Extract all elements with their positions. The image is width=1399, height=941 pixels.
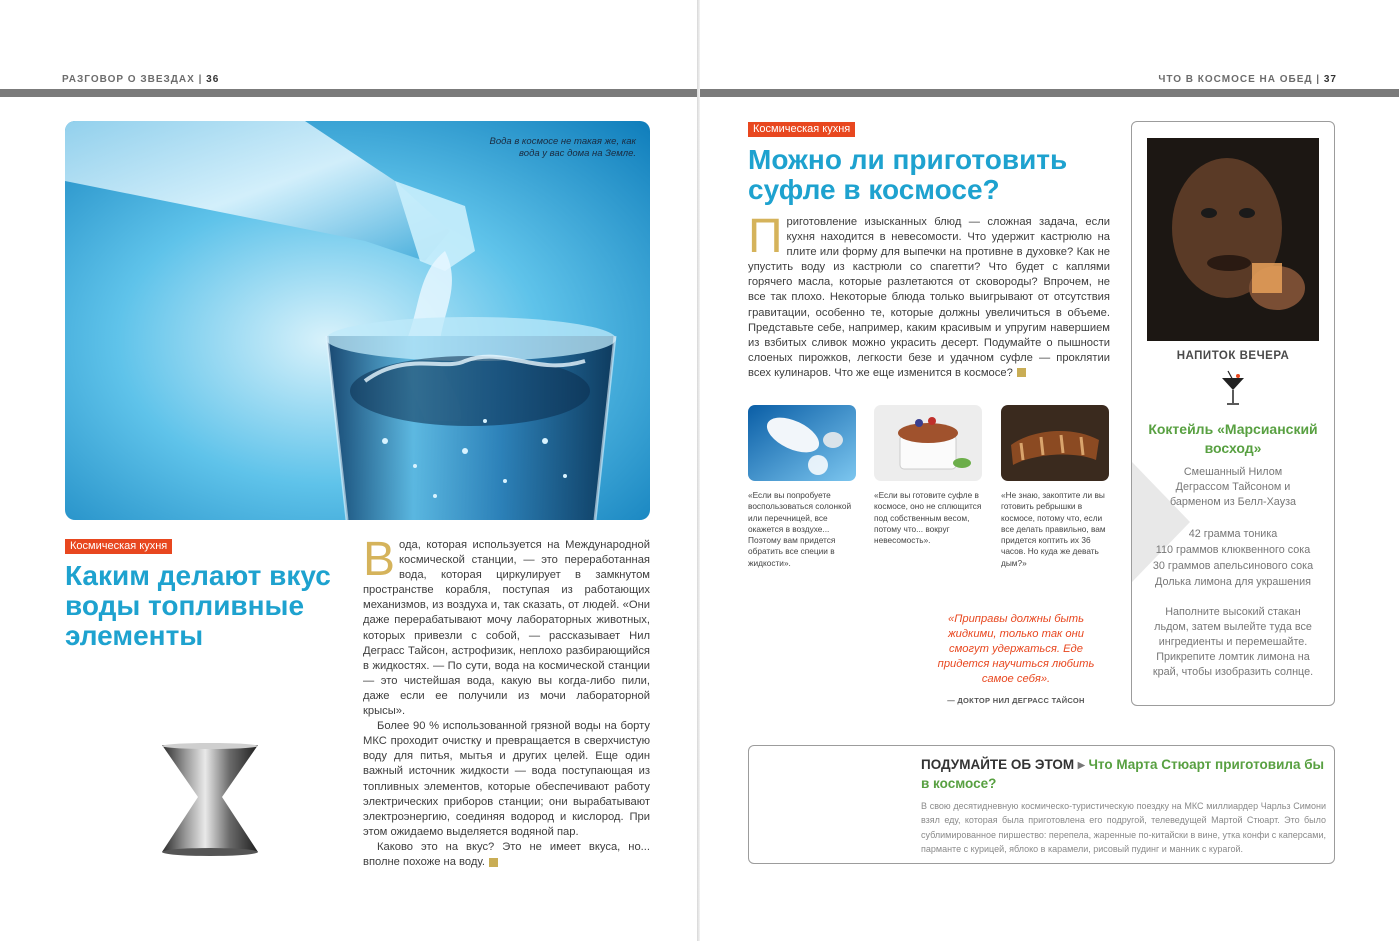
arrow-right-icon: ▸ xyxy=(1077,757,1085,772)
dropcap-left: В xyxy=(363,533,396,586)
pull-quote-author: — ДОКТОР НИЛ ДЕГРАСС ТАЙСОН xyxy=(947,696,1085,705)
cocktail-name: Коктейль «Марсианский восход» xyxy=(1148,421,1318,456)
ribs-photo xyxy=(1001,405,1109,481)
cocktail-glass-icon xyxy=(1220,370,1246,408)
quote-souffle: «Если вы готовите суфле в космосе, оно не сплющится под собственным весом, потому что... вокруг невесомость». xyxy=(874,490,982,546)
running-head-right: ЧТО В КОСМОСЕ НА ОБЕД | 37 xyxy=(1158,74,1337,85)
tyson-photo xyxy=(1147,138,1319,341)
pull-quote: «Приправы должны быть жидкими, только так они смогут удержаться. Еде придется научиться любить самое себя». xyxy=(937,613,1095,685)
end-mark-right xyxy=(1017,368,1026,377)
cocktail-instructions: Наполните высокий стакан льдом, затем вылейте туда все ингредиенты и перемешайте. Прикрепите ломтик лимона на край, чтобы изобразить солнце. xyxy=(1152,606,1314,679)
header-bar-right xyxy=(700,89,1399,97)
drink-sidebar xyxy=(1131,121,1335,706)
left-page xyxy=(0,0,698,941)
think-body: В свою десятидневную космическо-туристическую поездку на МКС миллиардер Чарльз Симони взял еду, которая была приготовлена его подругой, телеведущей Мартой Стюарт. Это было сублимированное пиршество: перепела, жаренные по-китайски в вине, утка конфи с каперсами, парманте с курицей, яблоко в карамели, рисовый пудинг и манник с курагой. xyxy=(921,801,1326,855)
salt-shaker-photo xyxy=(748,405,856,481)
cocktail-credit: Смешанный Нилом Деграссом Тайсоном и барменом из Белл-Хауза xyxy=(1169,466,1297,509)
souffle-photo xyxy=(874,405,982,481)
running-head-left: РАЗГОВОР О ЗВЕЗДАХ | 36 xyxy=(62,74,220,85)
jigger-image xyxy=(150,742,270,857)
water-glass-photo xyxy=(65,121,650,520)
ingredient-4: Долька лимона для украшения xyxy=(1155,576,1311,588)
sidebar-title: НАПИТОК ВЕЧЕРА xyxy=(1176,350,1290,362)
header-bar-left xyxy=(0,89,697,97)
ingredient-3: 30 граммов апельсинового сока xyxy=(1152,560,1314,572)
water-glass-illustration xyxy=(65,121,650,520)
hero-caption: Вода в космосе не такая же, как вода у вас дома на Земле. xyxy=(489,136,636,159)
article-headline: Каким делают вкус воды топливные элементы xyxy=(65,560,331,651)
quote-salt: «Если вы попробуете воспользоваться солонкой или перечницей, все окажется в воздухе... Поэтому вам придется обратить все специи в жидкости». xyxy=(748,490,852,568)
think-about-it-box xyxy=(748,745,1335,864)
ingredient-1: 42 грамма тоника xyxy=(1188,528,1278,540)
dropcap-right: П xyxy=(748,210,783,263)
ingredient-2: 110 граммов клюквенного сока xyxy=(1155,544,1311,556)
section-tag-right: Космическая кухня xyxy=(748,122,855,137)
article-body-right: Приготовление изысканных блюд — сложная задача, если кухня находится в невесомости. Что удержит кастрюлю на плите или форму для выпечки на противне в духовке? Как не упустить воду из кастрюли со спагетти? Что будет с каплями горячего масла, которые разлетаются от сковороды? Впрочем, не все так плохо. Некоторые блюда только выигрывают от отсутствия гравитации, особенно те, которые должны увеличиться в объеме. Представьте себе, например, каким красивым и упругим навершием из взбитых сливок можно украсить десерт. Подумайте о пышности слоеных пирожков, легкости безе и удачном суфле — проклятии всех кулинаров. Что же еще изменится в космосе? xyxy=(748,210,1110,379)
section-tag: Космическая кухня xyxy=(65,539,172,554)
quote-ribs: «Не знаю, закоптите ли вы готовить ребрышки в космосе, потому что, если все делать правильно, вам придется коптить их 36 часов. Но куда же девать дым?» xyxy=(1001,490,1106,568)
article-body-left: Вода, которая используется на Международной космической станции, — это переработанная вода, которая циркулирует в замкнутом пространстве корабля, поступая из работающих механизмов, из воздуха и, так сказать, от людей. «Они даже перерабатывают мочу лабораторных животных, которых привезли с собой, — рассказывает Нил Деграсс Тайсон, астрофизик, неплохо разбирающийся в жидкостях. — По сути, вода на космической станции — это чистейшая вода, какую вы когда-либо пили, даже если ее получили из мочи лабораторной крысы». Более 90 % использованной грязной воды на борту МКС проходит очистку и превращается в сверхчистую воду для питья, мытья и других целей. Еще один важный источник жидкости — вода поступающая из топливных элементов, которые обеспечивают работу электрических приборов станции; они вырабатывают электроэнергию, соединяя водород и кислород. При этом ожидаемо выделяется водяной пар. Каково это на вкус? Это не имеет вкуса, но... вполне похоже на воду. xyxy=(363,533,650,868)
think-heading: ПОДУМАЙТЕ ОБ ЭТОМ ▸ Что Марта Стюарт приготовила бы в космосе? xyxy=(921,757,1325,791)
article-headline-right: Можно ли приготовить суфле в космосе? xyxy=(748,144,1068,205)
end-mark xyxy=(489,858,498,867)
